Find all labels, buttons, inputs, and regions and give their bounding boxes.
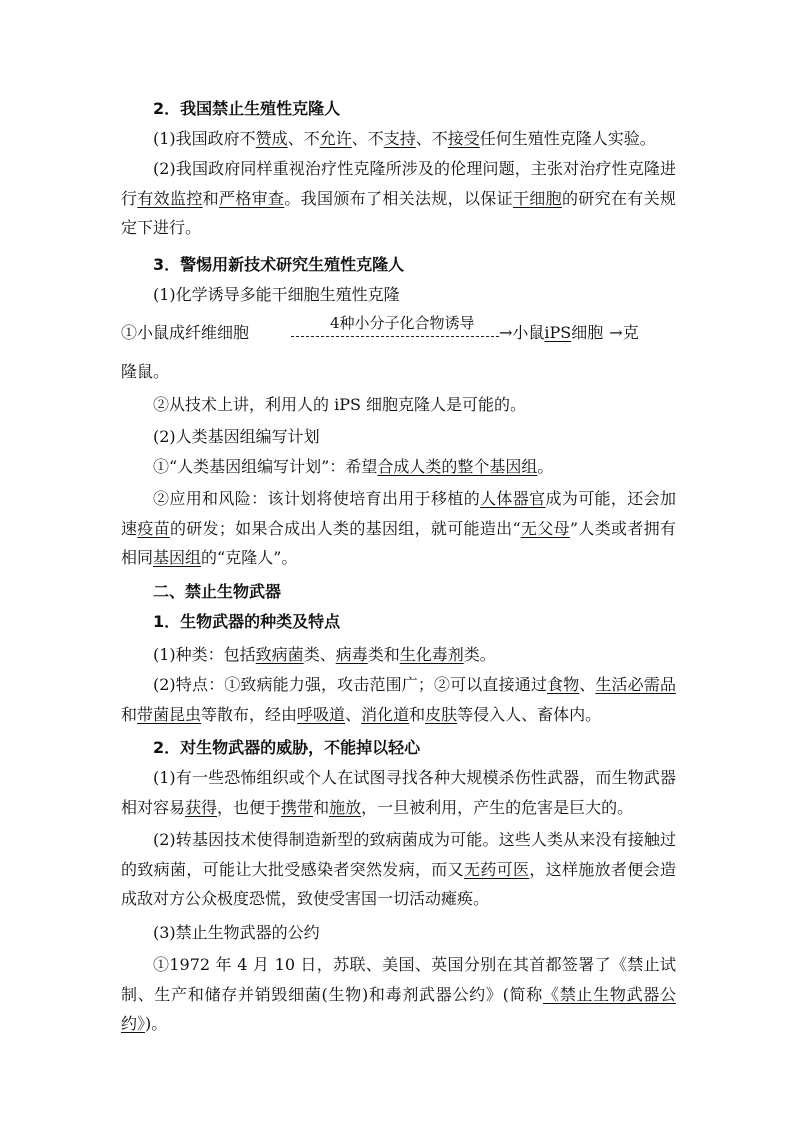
paragraph-convention-heading: (3)禁止生物武器的公约 [153, 923, 320, 942]
paragraph-applications-risks: ②应用和风险：该计划将使培育出用于移植的人体器官成为可能，还会加速疫苗的研发；如果合成出人类的基因组，就可能造出“无父母”人类或者拥有相同基因组的“克隆人”。 [121, 489, 676, 568]
flow-condition-label: 4种小分子化合物诱导 [330, 314, 475, 332]
part-heading-bioweapons: 二、禁止生物武器 [153, 582, 282, 601]
flow-dashed-arrow [291, 336, 499, 337]
paragraph-convention-1972: ①1972 年 4 月 10 日，苏联、美国、英国分别在其首都签署了《禁止试制、生产和储存并销毁细菌(生物)和毒剂武器公约》(简称《禁止生物武器公约》)。 [121, 955, 676, 1034]
paragraph-bioweapon-features: (2)特点：①致病能力强，攻击范围广；②可以直接通过食物、生活必需品和带菌昆虫等散布，经由呼吸道、消化道和皮肤等侵入人、畜体内。 [121, 675, 676, 724]
paragraph-flow-continuation: 隆鼠。 [121, 362, 170, 381]
paragraph-therapeutic-cloning: (2)我国政府同样重视治疗性克隆所涉及的伦理问题，主张对治疗性克隆进行有效监控和严格审查。我国颁布了相关法规，以保证干细胞的研究在有关规定下进行。 [121, 159, 676, 238]
flow-middle-text: →小鼠iPS细胞 →克 [499, 323, 639, 342]
flow-start-text: ①小鼠成纤维细胞 [121, 323, 250, 342]
paragraph-terror-groups: (1)有一些恐怖组织或个人在试图寻找各种大规模杀伤性武器，而生物武器相对容易获得，也便于携带和施放，一旦被利用，产生的危害是巨大的。 [121, 768, 676, 817]
section-heading-new-technology: 3．警惕用新技术研究生殖性克隆人 [153, 255, 405, 274]
paragraph-genome-project: (2)人类基因组编写计划 [153, 427, 320, 446]
section-heading-bioweapon-threat: 2．对生物武器的威胁，不能掉以轻心 [153, 738, 421, 757]
paragraph-bioweapon-kinds: (1)种类：包括致病菌类、病毒类和生化毒剂类。 [153, 645, 496, 664]
paragraph-government-stance: (1)我国政府不赞成、不允许、不支持、不接受任何生殖性克隆人实验。 [153, 129, 656, 148]
section-heading-reproductive-cloning-ban: 2．我国禁止生殖性克隆人 [153, 99, 341, 118]
paragraph-genome-goal: ①“人类基因组编写计划”：希望合成人类的整个基因组。 [153, 457, 554, 476]
induction-flow-line [121, 316, 681, 356]
paragraph-transgenic-pathogens: (2)转基因技术使得制造新型的致病菌成为可能。这些人类从来没有接触过的致病菌，可能让大批受感染者突然发病，而又无药可医，这样施放者便会造成敌对方公众极度恐慌，致使受害国一切活动瘫痪。 [121, 830, 676, 909]
paragraph-chemical-induction: (1)化学诱导多能干细胞生殖性克隆 [153, 285, 400, 304]
paragraph-ips-possible: ②从技术上讲，利用人的 iPS 细胞克隆人是可能的。 [153, 395, 527, 414]
section-heading-bioweapon-types: 1．生物武器的种类及特点 [153, 612, 341, 631]
